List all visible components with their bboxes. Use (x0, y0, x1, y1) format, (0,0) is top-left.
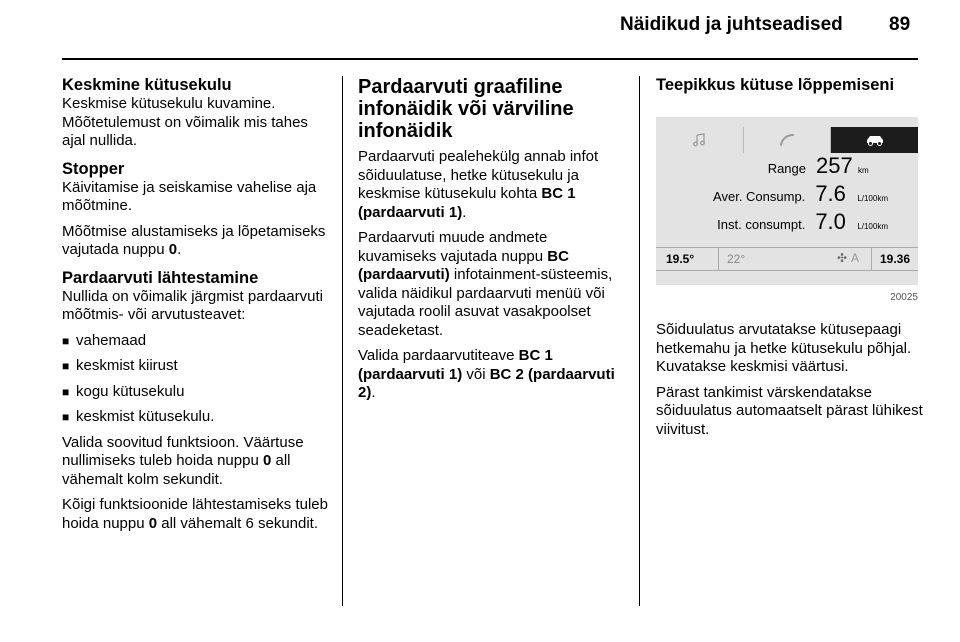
driver-temperature: 19.5° (656, 248, 719, 270)
column-divider-2 (639, 76, 640, 606)
bc1-label: BC 1 (pardaarvuti 1) (358, 347, 553, 383)
text: all vähemalt kolm sekundit. (62, 452, 291, 488)
range-value: 257 (816, 152, 853, 178)
instant-consumption-label: Inst. consumpt. (717, 216, 806, 232)
text: Kõigi funktsioonide lähtestamiseks tuleb hoida nuppu (62, 496, 328, 532)
text: Pardaarvuti muude andmete kuvamiseks vajutada nuppu (358, 229, 548, 265)
text: infotainment-süsteemis, valida näidikul pardaarvuti menüü või vajutada roolil asuvat vasakpoolset seadeketast. (358, 266, 613, 339)
section-heading-graphic-display: Pardaarvuti graafiline infonäidik või värviline infonäidik (358, 76, 574, 142)
display-rows (656, 152, 918, 241)
text: all vähemalt 6 sekundit. (157, 514, 319, 532)
column-2 (358, 76, 626, 410)
fan-icon: ✣ (836, 251, 847, 266)
instant-consumption-value: 7.0 (815, 208, 846, 234)
display-status-bar (656, 247, 918, 271)
button-name: 0 (262, 452, 272, 469)
average-consumption-unit: L/100km (857, 193, 888, 203)
clock-time: 19.36 (871, 248, 918, 270)
figure-number: 20025 (890, 291, 918, 303)
paragraph (62, 223, 334, 260)
button-name: 0 (148, 514, 158, 532)
text: . (462, 203, 467, 221)
column-divider-1 (342, 76, 343, 606)
list-item: ■ keskmist kütusekulu. (62, 408, 334, 427)
auto-indicator: A (851, 251, 860, 266)
text: Mõõtmise alustamiseks ja lõpetamiseks vajutada nuppu (62, 222, 326, 258)
paragraph (358, 148, 626, 222)
paragraph: Nullida on võimalik järgmist pardaarvuti mõõtmis- või arvutusteavet: (62, 287, 323, 323)
paragraph (62, 496, 334, 533)
range-unit: km (858, 165, 869, 175)
average-consumption-label: Aver. Consump. (713, 188, 806, 204)
button-name: 0 (168, 241, 178, 258)
paragraph: Keskmise kütusekulu kuvamine. Mõõtetulemust on võimalik mis tahes ajal nullida. (62, 95, 308, 149)
list-item: ■ vahemaad (62, 332, 334, 351)
display-figure (656, 117, 926, 308)
column-1 (62, 76, 334, 540)
bc1-label: BC 1 (pardaarvuti 1) (358, 185, 576, 221)
list-item: ■ kogu kütusekulu (62, 383, 334, 402)
range-label: Range (767, 160, 806, 176)
bc2-label: BC 2 (pardaarvuti 2) (358, 365, 615, 401)
text: . (371, 384, 376, 401)
paragraph: Käivitamise ja seiskamise vahelise aja mõõtmine. (62, 178, 317, 214)
paragraph (358, 229, 626, 340)
paragraph (358, 347, 626, 403)
text: või (462, 365, 490, 383)
paragraph: Pärast tankimist värskendatakse sõiduulatus automaatselt pärast lühikest viivitust. (656, 383, 923, 438)
section-heading-average-consumption: Keskmine kütusekulu (62, 76, 232, 94)
phone-icon (744, 127, 832, 153)
info-display (656, 117, 918, 285)
section-heading-stopwatch: Stopper (62, 159, 125, 178)
text: Valida soovitud funktsioon. Väärtuse nullimiseks tuleb hoida nuppu (62, 433, 304, 469)
bc-button-label: BC (pardaarvuti) (358, 247, 569, 283)
page-header-title: Näidikud ja juhtseadised (620, 14, 843, 35)
header-divider (62, 58, 918, 60)
bullet-list (62, 332, 334, 427)
display-tab-bar (656, 127, 918, 153)
average-consumption-value: 7.6 (815, 180, 846, 206)
instant-consumption-unit: L/100km (857, 221, 888, 231)
car-icon (831, 127, 918, 153)
text: Pardaarvuti pealehekülg annab infot sõiduulatuse, hetke kütusekulu ja keskmise kütusekulu kohta (358, 148, 599, 202)
list-item: ■ keskmist kiirust (62, 357, 334, 376)
paragraph (62, 434, 334, 490)
page-number: 89 (889, 14, 911, 35)
section-heading-range: Teepikkus kütuse lõppemiseni (656, 76, 895, 94)
section-heading-reset: Pardaarvuti lähtestamine (62, 268, 259, 287)
instant-consumption-row (656, 208, 918, 241)
range-row (656, 152, 918, 185)
music-note-icon (656, 127, 744, 153)
text: Valida pardaarvutiteave (358, 347, 519, 364)
passenger-temperature: 22° (727, 251, 746, 266)
average-consumption-row (656, 180, 918, 213)
column-3 (656, 76, 926, 446)
paragraph: Sõiduulatus arvutatakse kütusepaagi hetkemahu ja hetke kütusekulu põhjal. Kuvatakse keskmisi väärtusi. (656, 321, 912, 375)
text: . (177, 241, 182, 258)
